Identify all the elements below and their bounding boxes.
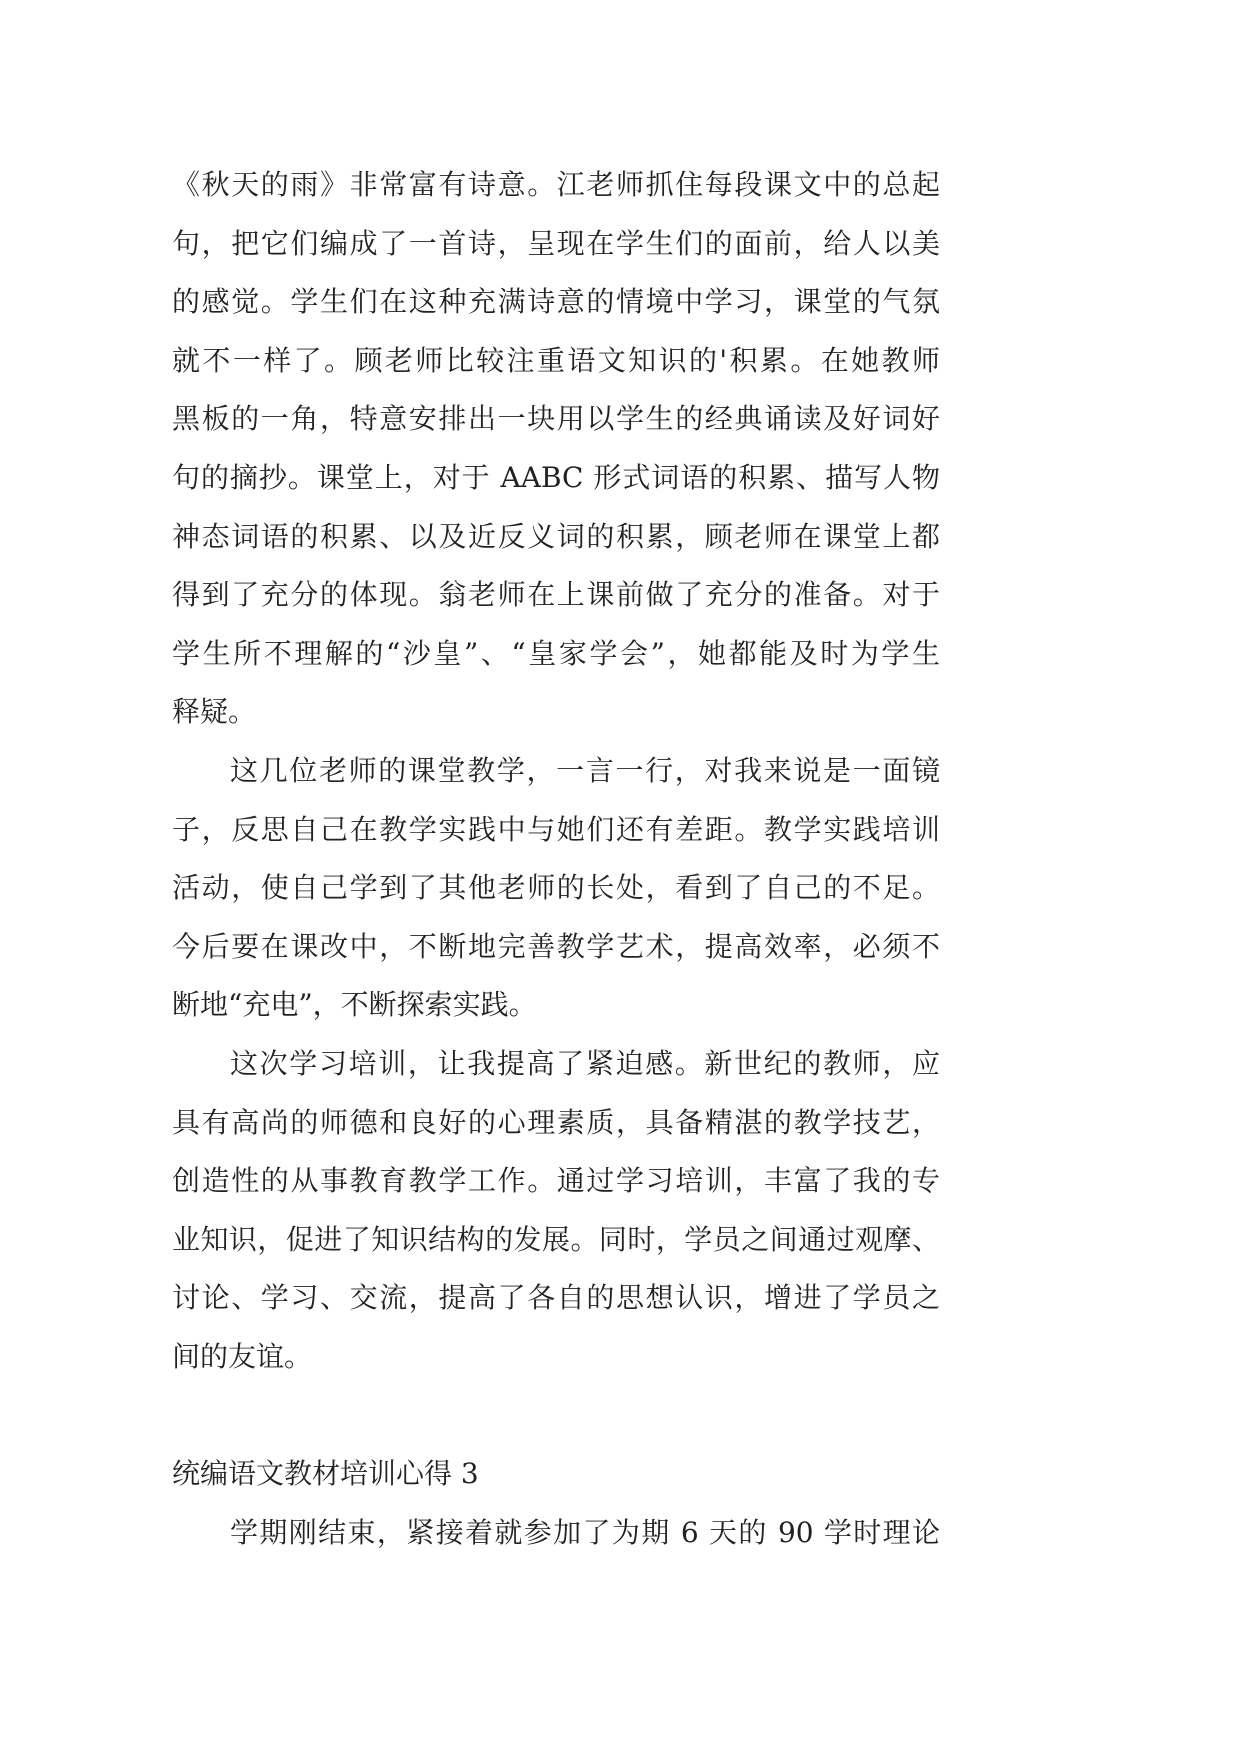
text-line: 学生所不理解的“沙皇”、“皇家学会”，她都能及时为学生 — [172, 636, 940, 670]
blank-line — [172, 1386, 940, 1445]
paragraph-2 — [172, 742, 940, 1035]
text-line: 这次学习培训，让我提高了紧迫感。新世纪的教师，应 — [230, 1046, 940, 1080]
text-line: 这几位老师的课堂教学，一言一行，对我来说是一面镜 — [230, 753, 940, 787]
text-line: 句，把它们编成了一首诗，呈现在学生们的面前，给人以美 — [172, 226, 940, 260]
text-line: 释疑。 — [172, 695, 257, 729]
text-line: 断地“充电”，不断探索实践。 — [172, 988, 537, 1022]
text-line: 黑板的一角，特意安排出一块用以学生的经典诵读及好词好 — [172, 402, 940, 436]
text-line: 业知识，促进了知识结构的发展。同时，学员之间通过观摩、 — [172, 1222, 940, 1256]
paragraph-1 — [172, 156, 940, 742]
text-line: 今后要在课改中，不断地完善教学艺术，提高效率，必须不 — [172, 929, 940, 963]
paragraph-3 — [172, 1035, 940, 1387]
text-line: 讨论、学习、交流，提高了各自的思想认识，增进了学员之 — [172, 1281, 940, 1315]
text-line: 神态词语的积累、以及近反义词的积累，顾老师在课堂上都 — [172, 519, 940, 553]
document-body — [172, 156, 940, 1562]
text-line: 具有高尚的师德和良好的心理素质，具备精湛的教学技艺， — [172, 1105, 940, 1139]
paragraph-4 — [172, 1504, 940, 1563]
text-line: 间的友谊。 — [172, 1339, 313, 1373]
text-line: 句的摘抄。课堂上，对于 AABC 形式词语的积累、描写人物 — [172, 460, 940, 494]
text-line: 学期刚结束，紧接着就参加了为期 6 天的 90 学时理论 — [230, 1515, 940, 1549]
text-line: 就不一样了。顾老师比较注重语文知识的'积累。在她教师 — [172, 343, 940, 377]
text-line: 创造性的从事教育教学工作。通过学习培训，丰富了我的专 — [172, 1164, 940, 1198]
text-line: 得到了充分的体现。翁老师在上课前做了充分的准备。对于 — [172, 578, 940, 612]
text-line: 子，反思自己在教学实践中与她们还有差距。教学实践培训 — [172, 812, 940, 846]
text-line: 的感觉。学生们在这种充满诗意的情境中学习，课堂的气氛 — [172, 285, 940, 319]
text-line: 活动，使自己学到了其他老师的长处，看到了自己的不足。 — [172, 871, 940, 905]
text-line: 《秋天的雨》非常富有诗意。江老师抓住每段课文中的总起 — [172, 168, 940, 201]
section-heading: 统编语文教材培训心得 3 — [172, 1457, 479, 1491]
